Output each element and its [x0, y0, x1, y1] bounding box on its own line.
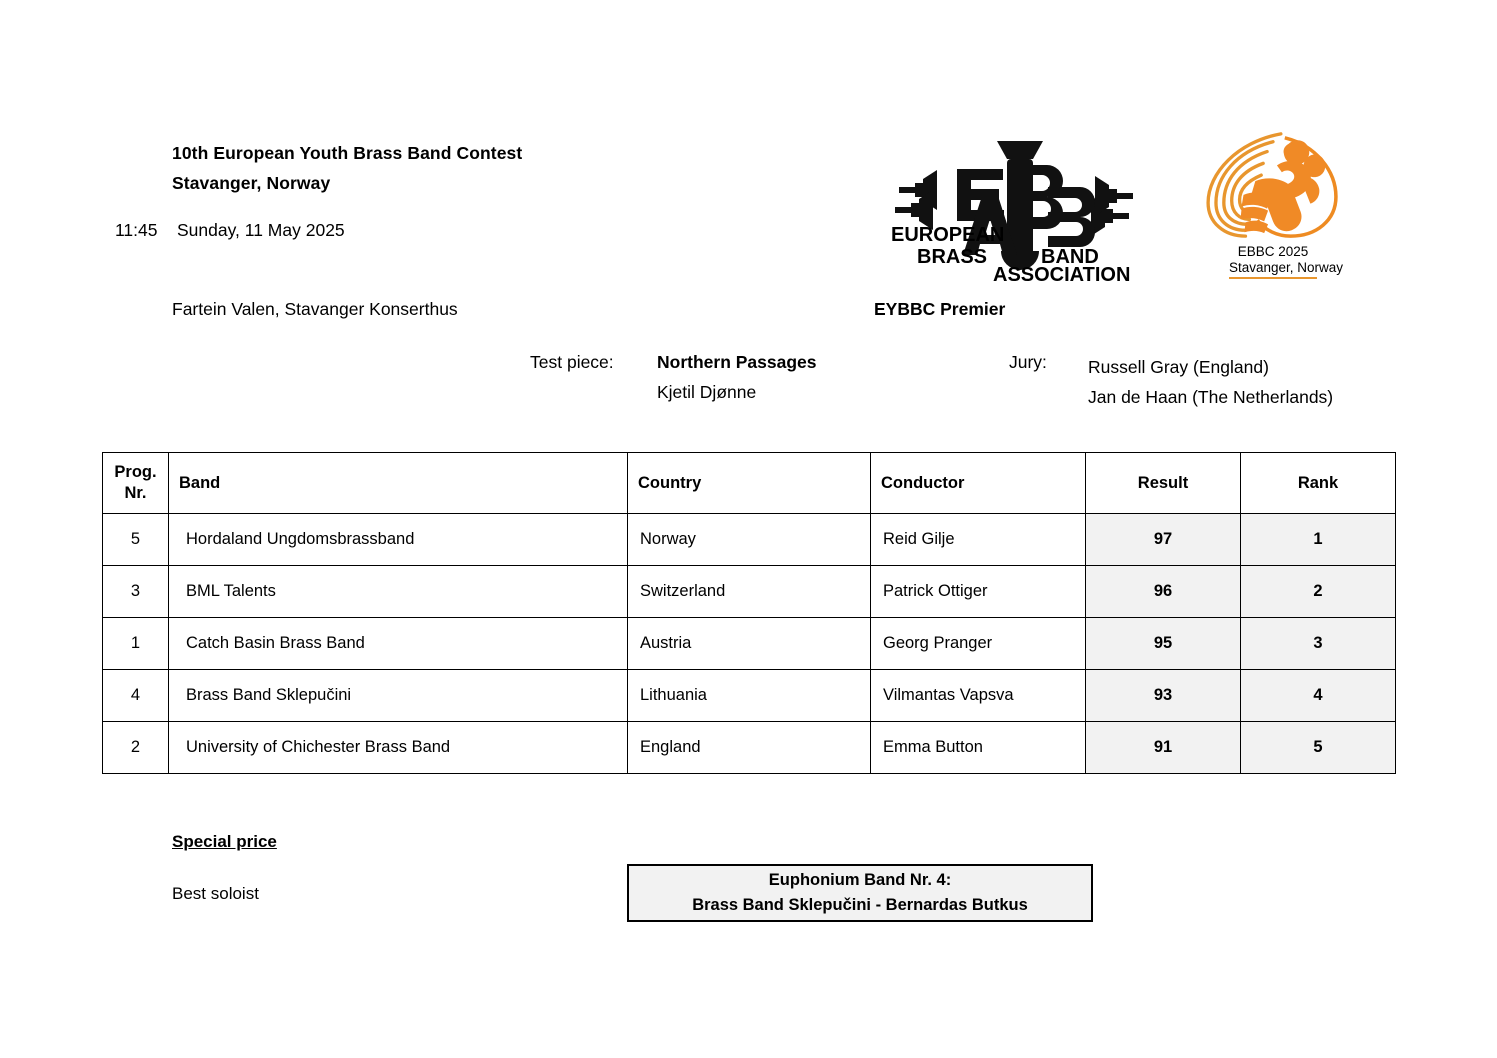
cell-country: Lithuania: [628, 670, 871, 722]
cell-conductor: Georg Pranger: [871, 618, 1086, 670]
special-price-subtitle: Best soloist: [172, 884, 259, 903]
column-header-conductor: Conductor: [871, 453, 1086, 514]
cell-band: Brass Band Sklepučini: [169, 670, 628, 722]
column-header-result: Result: [1086, 453, 1241, 514]
svg-text:BAND: BAND: [1041, 246, 1099, 268]
column-header-prog-line2: Nr.: [124, 484, 147, 502]
cell-rank: 2: [1241, 566, 1396, 618]
cell-prog-nr: 5: [103, 514, 169, 566]
award-line2: Brass Band Sklepučini - Bernardas Butkus: [692, 896, 1028, 914]
table-row: [103, 722, 1396, 774]
contest-section: EYBBC Premier: [874, 299, 1006, 319]
event-date: Sunday, 11 May 2025: [177, 220, 345, 240]
cell-prog-nr: 1: [103, 618, 169, 670]
cell-result: 97: [1086, 514, 1241, 566]
cell-prog-nr: 2: [103, 722, 169, 774]
svg-text:BRASS: BRASS: [917, 246, 988, 268]
cell-band: Catch Basin Brass Band: [169, 618, 628, 670]
test-piece-composer: Kjetil Djønne: [657, 382, 757, 402]
special-price-award-box: [627, 864, 1093, 922]
column-header-prog-line1: Prog.: [114, 463, 157, 481]
ebbc-2025-logo: [1185, 126, 1361, 291]
cell-country: England: [628, 722, 871, 774]
cell-result: 95: [1086, 618, 1241, 670]
table-row: [103, 618, 1396, 670]
cell-rank: 5: [1241, 722, 1396, 774]
cell-result: 91: [1086, 722, 1241, 774]
column-header-rank: Rank: [1241, 453, 1396, 514]
cell-result: 93: [1086, 670, 1241, 722]
cell-country: Switzerland: [628, 566, 871, 618]
award-line1: Euphonium Band Nr. 4:: [768, 871, 952, 889]
ebbc-logo-caption-line1: EBBC 2025: [1237, 244, 1309, 259]
column-header-band: Band: [169, 453, 628, 514]
cell-country: Austria: [628, 618, 871, 670]
table-header-row: [103, 453, 1396, 514]
column-header-prog-nr: [103, 453, 169, 514]
cell-prog-nr: 3: [103, 566, 169, 618]
test-piece-label: Test piece:: [530, 352, 614, 372]
svg-text:ASSOCIATION: ASSOCIATION: [993, 264, 1131, 285]
ebba-logo: [885, 135, 1143, 285]
jury-member: Jan de Haan (The Netherlands): [1088, 387, 1334, 407]
test-piece-title: Northern Passages: [657, 352, 817, 372]
svg-text:EUROPEAN: EUROPEAN: [891, 224, 1005, 246]
table-row: [103, 566, 1396, 618]
contest-title: [172, 138, 522, 198]
cell-result: 96: [1086, 566, 1241, 618]
event-time: 11:45: [115, 220, 158, 240]
cell-band: University of Chichester Brass Band: [169, 722, 628, 774]
contest-title-line1: 10th European Youth Brass Band Contest: [172, 143, 523, 163]
jury-label: Jury:: [1009, 352, 1047, 372]
event-datetime: [115, 217, 345, 243]
jury-member: Russell Gray (England): [1088, 357, 1269, 377]
venue-name: Fartein Valen, Stavanger Konserthus: [172, 299, 458, 319]
cell-conductor: Emma Button: [871, 722, 1086, 774]
cell-band: BML Talents: [169, 566, 628, 618]
table-row: [103, 514, 1396, 566]
cell-rank: 1: [1241, 514, 1396, 566]
cell-rank: 3: [1241, 618, 1396, 670]
results-table: [102, 452, 1396, 774]
special-price-title: Special price: [172, 832, 277, 851]
table-row: [103, 670, 1396, 722]
column-header-country: Country: [628, 453, 871, 514]
cell-country: Norway: [628, 514, 871, 566]
cell-conductor: Vilmantas Vapsva: [871, 670, 1086, 722]
contest-title-line2: Stavanger, Norway: [172, 173, 331, 193]
cell-band: Hordaland Ungdomsbrassband: [169, 514, 628, 566]
jury-members: [1088, 352, 1333, 412]
cell-rank: 4: [1241, 670, 1396, 722]
ebbc-logo-caption-line2: Stavanger, Norway: [1229, 260, 1317, 279]
cell-conductor: Reid Gilje: [871, 514, 1086, 566]
cell-conductor: Patrick Ottiger: [871, 566, 1086, 618]
cell-prog-nr: 4: [103, 670, 169, 722]
